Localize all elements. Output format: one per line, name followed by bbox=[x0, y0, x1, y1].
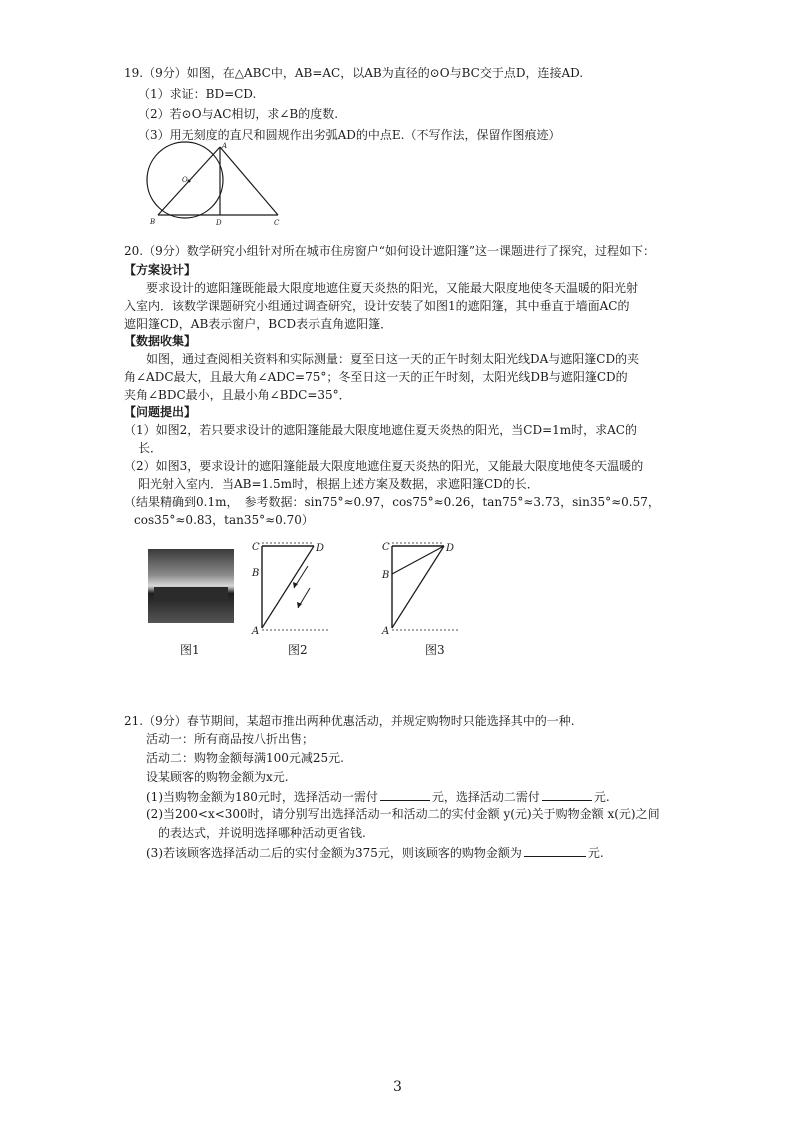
figure3-caption: 图3 bbox=[425, 643, 445, 657]
q21-setup: 设某顾客的购物金额为x元. bbox=[146, 770, 289, 784]
figure1-caption: 图1 bbox=[180, 643, 200, 657]
q20-stem: 20.（9分）数学研究小组针对所在城市住房窗户“如何设计遮阳篷”这一课题进行了探究，过程如下： bbox=[124, 244, 655, 258]
q20-data-line1: 如图，通过查阅相关资料和实际测量：夏至日这一天的正午时刻太阳光线DA与遮阳篷CD的夹 bbox=[146, 352, 640, 366]
q21-part3-text-b: 元. bbox=[587, 846, 604, 860]
fig3-label-a: A bbox=[382, 626, 390, 637]
sun-ray-da bbox=[392, 546, 444, 628]
q20-design-line1: 要求设计的遮阳篷既能最大限度地遮住夏天炎热的阳光，又能最大限度地使冬天温暖的阳光射 bbox=[146, 281, 639, 295]
segment-ac bbox=[220, 147, 278, 215]
label-d: D bbox=[216, 219, 222, 227]
q21-part2-line2: 的表达式，并说明选择哪种活动更省钱. bbox=[158, 826, 366, 840]
q20-heading-question: 【问题提出】 bbox=[124, 405, 197, 419]
q21-activity2: 活动二：购物金额每满100元减25元. bbox=[146, 751, 344, 765]
q21-part3-text-a: (3)若该顾客选择活动二后的实付金额为375元，则该顾客的购物金额为 bbox=[146, 846, 522, 860]
q19-part2: （2）若⊙O与AC相切，求∠B的度数. bbox=[138, 107, 339, 121]
q21-part2-line1: (2)当200<x<300时，请分别写出选择活动一和活动二的实付金额 y(元)关于购物金额 x(元)之间 bbox=[146, 807, 660, 821]
figure1-photo bbox=[148, 549, 234, 623]
q21-activity1: 活动一：所有商品按八折出售； bbox=[146, 732, 315, 746]
label-b: B bbox=[150, 218, 156, 226]
q20-reference-line2: cos35°≈0.83，tan35°≈0.70） bbox=[134, 513, 314, 527]
fig3-label-b: B bbox=[382, 570, 390, 581]
fig2-label-c: C bbox=[252, 542, 260, 553]
q21-part3 bbox=[146, 845, 604, 861]
answer-blank-2[interactable] bbox=[542, 789, 592, 801]
sun-ray-db bbox=[392, 546, 444, 574]
answer-blank-1[interactable] bbox=[380, 789, 430, 801]
q20-data-line3: 夹角∠BDC最小，且最小角∠BDC=35°． bbox=[124, 388, 351, 402]
q20-reference-line1: （结果精确到0.1m， 参考数据：sin75°≈0.97，cos75°≈0.26，tan75°≈3.73，sin35°≈0.57， bbox=[124, 495, 660, 509]
q19-part1: （1）求证：BD=CD. bbox=[138, 87, 257, 101]
q20-question1-line2: 长． bbox=[138, 441, 163, 455]
figure3-diagram bbox=[380, 538, 470, 638]
figure2-caption: 图2 bbox=[288, 643, 308, 657]
q21-part1-text-c: 元. bbox=[593, 790, 610, 804]
fig2-label-b: B bbox=[252, 568, 260, 579]
label-a: A bbox=[222, 142, 228, 150]
fig3-label-c: C bbox=[382, 542, 390, 553]
center-o-point bbox=[188, 180, 191, 183]
q19-figure bbox=[140, 140, 290, 230]
sun-ray-da bbox=[262, 546, 314, 628]
figure2-diagram bbox=[250, 538, 340, 638]
fig3-label-d: D bbox=[446, 543, 455, 554]
fig2-label-a: A bbox=[252, 626, 260, 637]
q20-design-line2: 入室内．该数学课题研究小组通过调查研究，设计安装了如图1的遮阳篷，其中垂直于墙面AC的 bbox=[124, 299, 630, 313]
q21-stem: 21.（9分）春节期间，某超市推出两种优惠活动，并规定购物时只能选择其中的一种. bbox=[124, 714, 575, 728]
q20-heading-data: 【数据收集】 bbox=[124, 334, 197, 348]
fig2-label-d: D bbox=[316, 543, 325, 554]
label-o: O bbox=[182, 176, 188, 184]
q20-question2-line1: （2）如图3，要求设计的遮阳篷能最大限度地遮住夏天炎热的阳光，又能最大限度地使冬天温暖的 bbox=[124, 459, 644, 473]
q21-part1-text-a: (1)当购物金额为180元时，选择活动一需付 bbox=[146, 790, 378, 804]
q20-question2-line2: 阳光射入室内．当AB=1.5m时，根据上述方案及数据，求遮阳篷CD的长． bbox=[138, 477, 539, 491]
q20-design-line3: 遮阳篷CD，AB表示窗户，BCD表示直角遮阳篷． bbox=[124, 317, 393, 331]
q19-stem: 19.（9分）如图，在△ABC中，AB=AC，以AB为直径的⊙O与BC交于点D，连接AD. bbox=[124, 66, 584, 80]
q19-part3: （3）用无刻度的直尺和圆规作出劣弧AD的中点E.（不写作法，保留作图痕迹） bbox=[138, 128, 561, 142]
label-c: C bbox=[274, 219, 280, 227]
page-number: 3 bbox=[393, 1079, 402, 1095]
q20-data-line2: 角∠ADC最大，且最大角∠ADC=75°；冬至日这一天的正午时刻，太阳光线DB与遮阳篷CD的 bbox=[124, 370, 628, 384]
q21-part1-text-b: 元，选择活动二需付 bbox=[431, 790, 540, 804]
q21-part1 bbox=[146, 789, 610, 805]
q20-question1-line1: （1）如图2，若只要求设计的遮阳篷能最大限度地遮住夏天炎热的阳光，当CD=1m时，求AC的 bbox=[124, 423, 637, 437]
answer-blank-3[interactable] bbox=[524, 845, 586, 857]
q20-heading-design: 【方案设计】 bbox=[124, 263, 197, 277]
